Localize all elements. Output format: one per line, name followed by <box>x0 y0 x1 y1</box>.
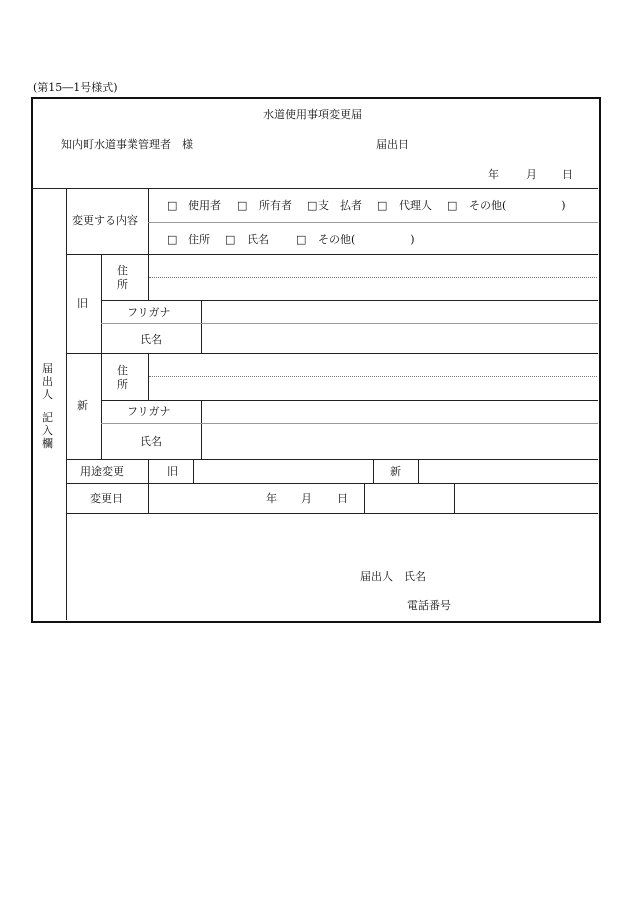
change-date-row-top <box>66 483 598 484</box>
change-date-label: 変更日 <box>90 492 123 505</box>
checkbox-owner[interactable]: □ <box>237 199 248 212</box>
checkbox-user[interactable]: □ <box>167 199 178 212</box>
new-address-bottom <box>101 400 598 401</box>
old-furigana-bottom <box>101 323 598 324</box>
change-date-day: 日 <box>337 492 348 505</box>
usage-new-left-divider <box>373 459 374 483</box>
old-furigana-field[interactable] <box>203 302 596 322</box>
option-user-label: 使用者 <box>188 199 221 212</box>
checkbox-other-1[interactable]: □ <box>447 199 458 212</box>
old-furigana-label: フリガナ <box>127 306 171 319</box>
header-divider <box>32 188 598 189</box>
change-date-divider-2 <box>454 483 455 513</box>
new-furigana-bottom <box>101 423 598 424</box>
change-date-extra-field-2[interactable] <box>456 485 596 511</box>
applicant-name-label: 届出人 氏名 <box>360 570 426 583</box>
section-label-divider <box>66 188 67 620</box>
option-other-1-label: その他( ) <box>469 199 566 212</box>
checkbox-agent[interactable]: □ <box>377 199 388 212</box>
new-label: 新 <box>77 399 88 412</box>
option-owner-label: 所有者 <box>259 199 292 212</box>
old-name-field[interactable] <box>203 325 596 352</box>
old-name-label: 氏名 <box>140 333 162 346</box>
old-section-top <box>66 254 598 255</box>
old-address-label-2: 所 <box>117 278 128 291</box>
option-name-label: 氏名 <box>247 233 269 246</box>
checkbox-other-2[interactable]: □ <box>296 233 307 246</box>
submit-date-month: 月 <box>526 168 537 181</box>
submit-date-day: 日 <box>562 168 573 181</box>
new-name-field[interactable] <box>203 425 596 457</box>
change-date-field[interactable] <box>150 485 362 511</box>
usage-new-label: 新 <box>390 465 401 478</box>
form-number: (第15―1号様式) <box>33 81 118 94</box>
option-agent-label: 代理人 <box>399 199 432 212</box>
new-section-top <box>66 353 598 354</box>
usage-change-label: 用途変更 <box>80 465 124 478</box>
option-payer-label: 支 払者 <box>318 199 362 212</box>
form-title: 水道使用事項変更届 <box>263 108 362 121</box>
checkbox-payer[interactable]: □ <box>307 199 318 212</box>
change-date-month: 月 <box>301 492 312 505</box>
change-date-extra-field-1[interactable] <box>366 485 452 511</box>
section-label: 届 出 人 記 入 欄 <box>42 362 53 450</box>
usage-new-right-divider <box>418 459 419 483</box>
checkbox-address[interactable]: □ <box>167 233 178 246</box>
change-content-label: 変更する内容 <box>72 214 138 227</box>
change-content-divider <box>148 188 149 254</box>
change-date-divider-1 <box>364 483 365 513</box>
option-address-label: 住所 <box>188 233 210 246</box>
old-label: 旧 <box>77 297 88 310</box>
usage-old-label: 旧 <box>167 465 178 478</box>
change-content-row-divider <box>148 222 598 223</box>
old-address-field[interactable] <box>150 256 596 300</box>
usage-old-divider <box>193 459 194 483</box>
submit-date-year: 年 <box>488 168 499 181</box>
new-address-field[interactable] <box>150 355 596 399</box>
option-other-2-label: その他( ) <box>318 233 415 246</box>
new-address-label-2: 所 <box>117 378 128 391</box>
new-furigana-field[interactable] <box>203 402 596 422</box>
checkbox-name[interactable]: □ <box>225 233 236 246</box>
new-inner-divider <box>101 353 102 459</box>
usage-old-field[interactable] <box>195 461 372 481</box>
new-name-label: 氏名 <box>140 435 162 448</box>
phone-number-label: 電話番号 <box>407 599 451 612</box>
submit-date-label: 届出日 <box>376 138 409 151</box>
usage-label-divider <box>148 459 149 513</box>
old-inner-divider <box>101 254 102 354</box>
old-address-label-1: 住 <box>117 264 128 277</box>
new-address-label-1: 住 <box>117 364 128 377</box>
change-date-year: 年 <box>266 492 277 505</box>
old-address-bottom <box>101 300 598 301</box>
usage-new-field[interactable] <box>420 461 596 481</box>
signature-area-top <box>66 513 598 514</box>
old-name-divider <box>201 300 202 354</box>
addressee: 知内町水道事業管理者 様 <box>61 138 193 151</box>
new-furigana-label: フリガナ <box>127 405 171 418</box>
usage-row-top <box>66 459 598 460</box>
new-name-divider <box>201 400 202 459</box>
